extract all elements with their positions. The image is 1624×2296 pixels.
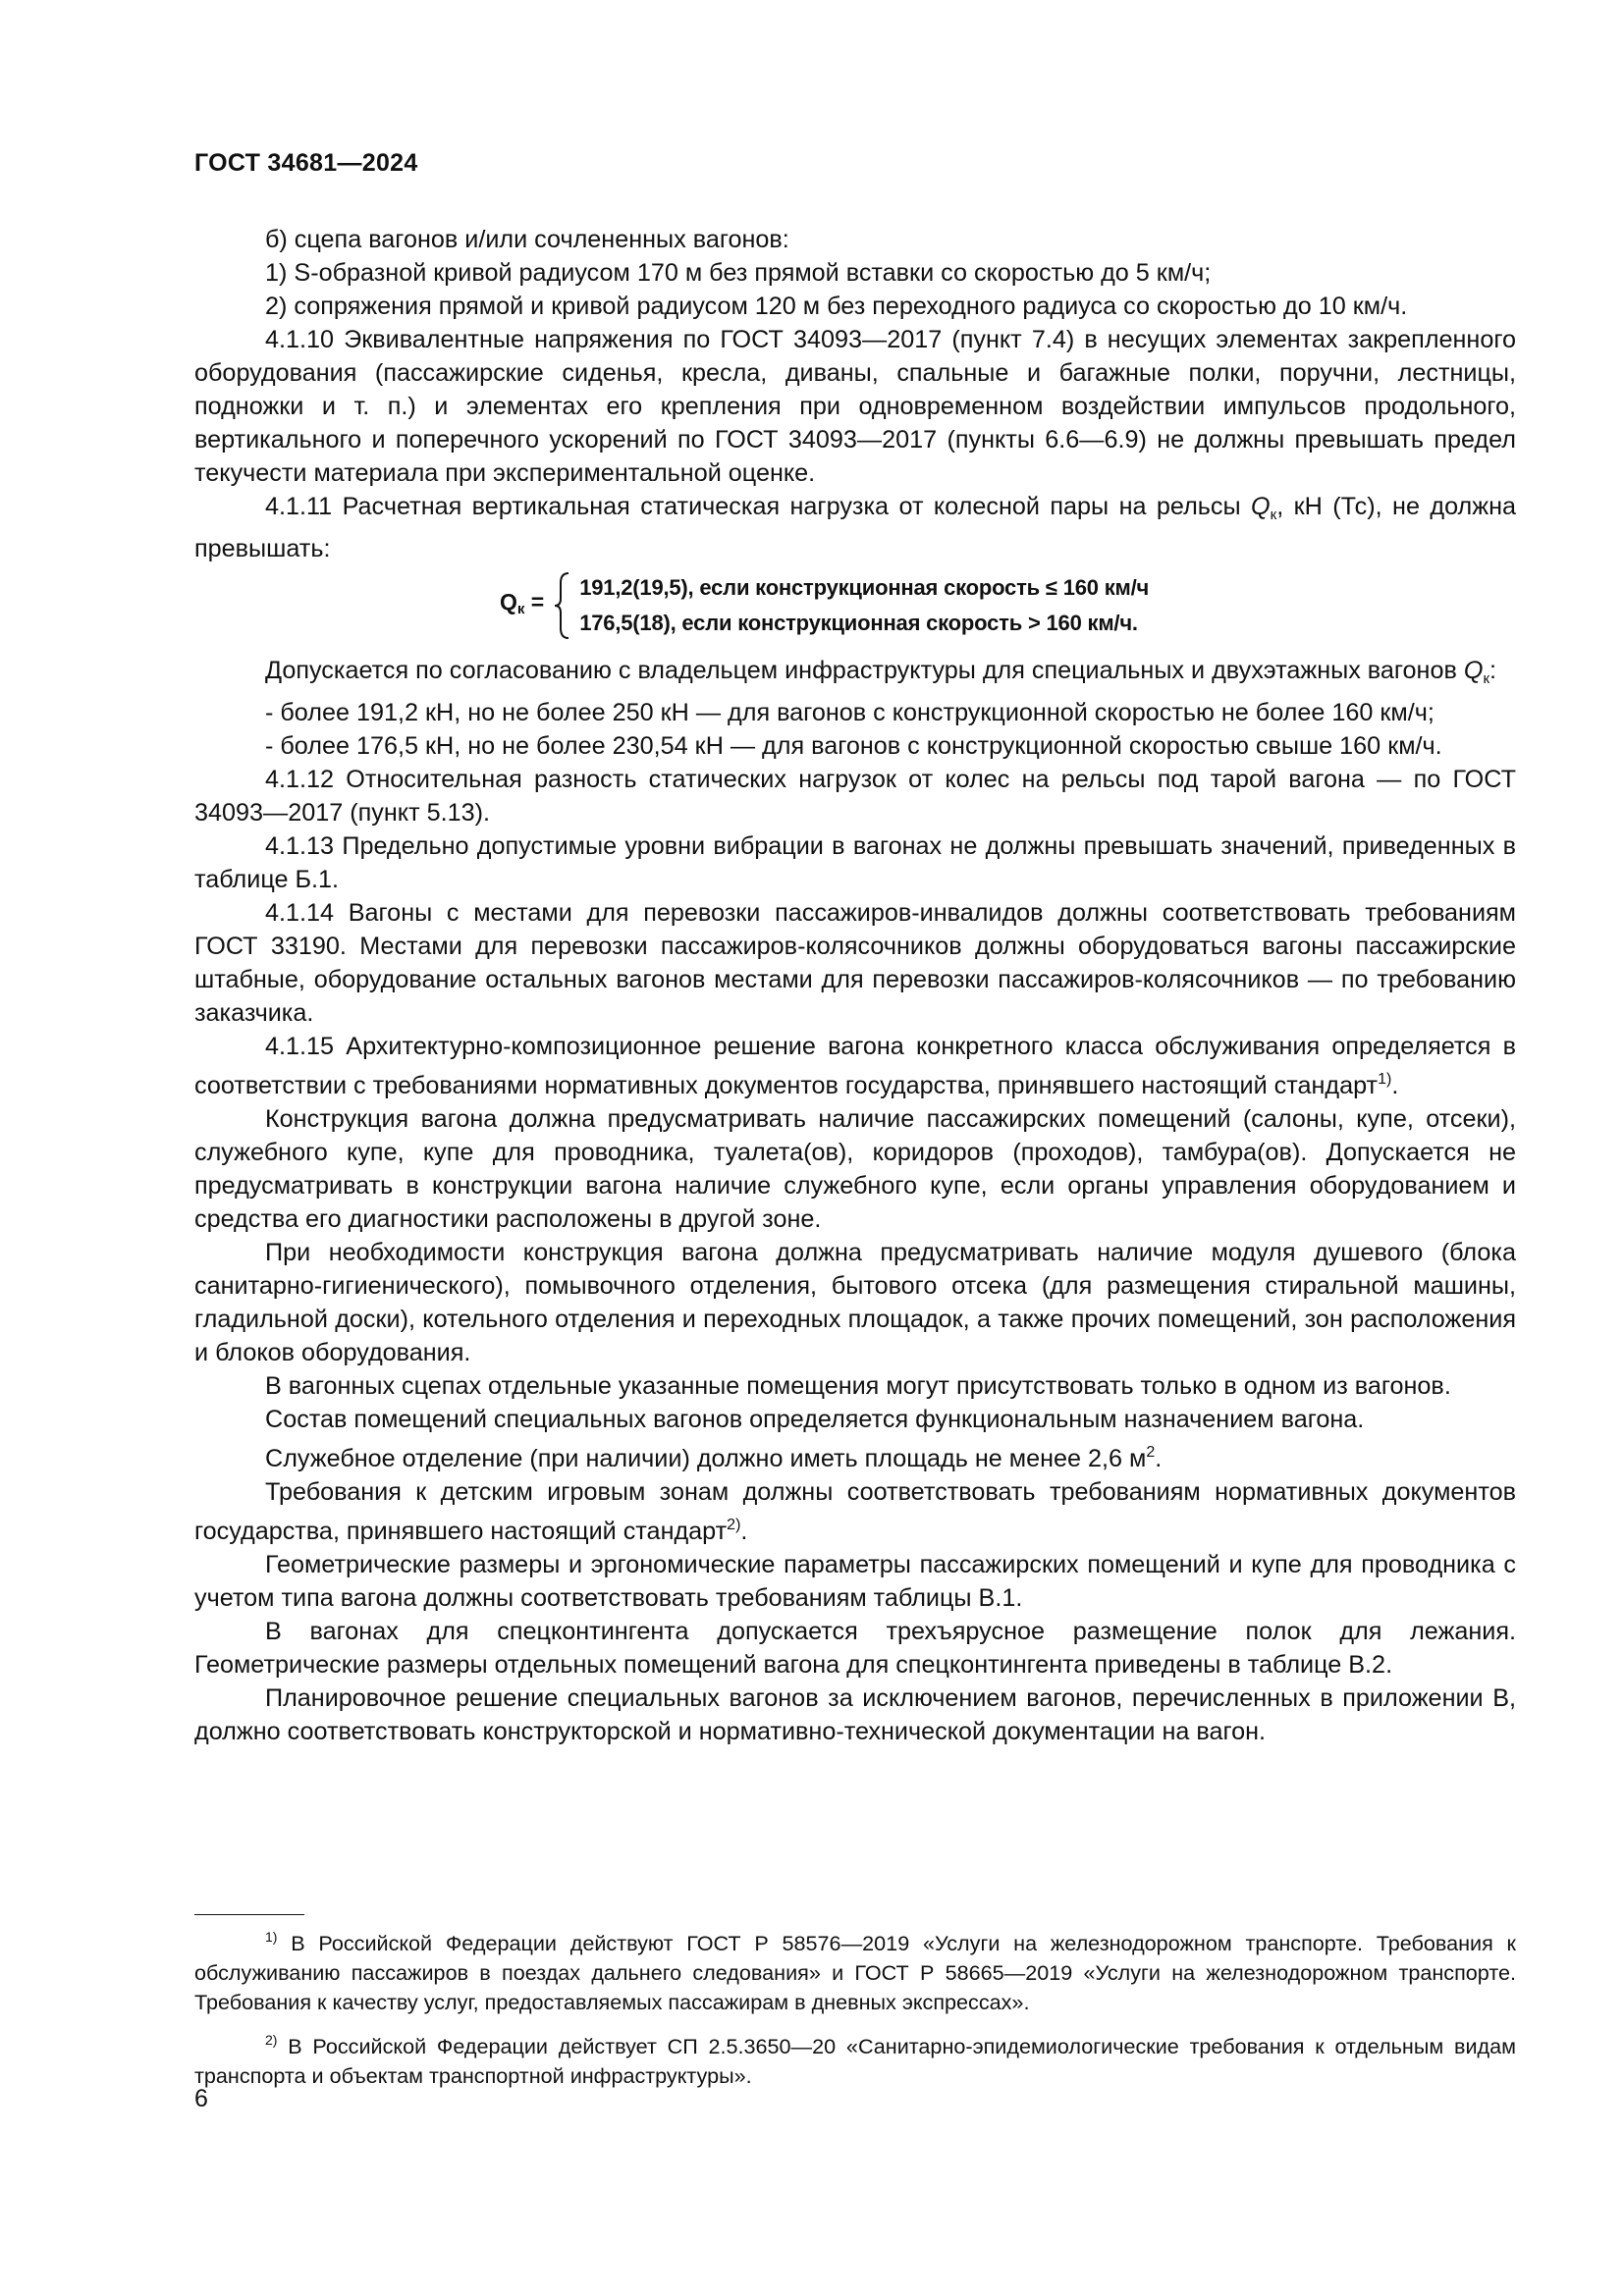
paragraph-4-1-12: 4.1.12 Относительная разность статических нагрузок от колес на рельсы под тарой вагона — по ГОСТ 34093—2017 (пункт 5.13). — [194, 766, 1516, 827]
paragraph-4-1-13: 4.1.13 Предельно допустимые уровни вибрации в вагонах не должны превышать значений, приведенных в таблице Б.1. — [194, 832, 1516, 893]
symbol-subscript-k: к — [1483, 670, 1490, 687]
paragraph — [194, 1475, 1516, 1548]
paragraph: - более 191,2 кН, но не более 250 кН — для вагонов с конструкционной скоростью не более 160 км/ч; — [265, 699, 1435, 726]
paragraph-exception — [194, 654, 1516, 696]
footnote-ref-1: 1) — [1378, 1071, 1392, 1088]
text-fragment: 4.1.11 Расчетная вертикальная статическая нагрузка от колесной пары на рельсы — [265, 493, 1252, 520]
paragraph: Планировочное решение специальных вагонов за исключением вагонов, перечисленных в приложении В, должно соответствовать конструкторской и нормативно-технической документации на вагон. — [194, 1684, 1516, 1745]
paragraph: б) сцепа вагонов и/или сочлененных вагонов: — [265, 226, 789, 253]
text-fragment: , кН (Тс), не должна превышать: — [194, 493, 1516, 562]
text-fragment: 4.1.15 Архитектурно-композиционное решение вагона конкретного класса обслуживания определяется в соответствии с требованиями нормативных документов государства, принявшего настоящий стандарт — [194, 1033, 1516, 1099]
paragraph — [194, 1436, 1516, 1475]
paragraph: 2) сопряжения прямой и кривой радиусом 120 м без переходного радиуса со скоростью до 10 км/ч. — [265, 293, 1408, 320]
page-number: 6 — [194, 2085, 208, 2112]
symbol-subscript-k: к — [1270, 507, 1277, 523]
text-fragment: : — [1489, 657, 1497, 684]
standard-header: ГОСТ 34681—2024 — [194, 149, 418, 177]
formula-q: Q — [500, 589, 517, 614]
footnotes — [194, 1922, 1516, 2099]
paragraph: - более 176,5 кН, но не более 230,54 кН — для вагонов с конструкционной скоростью свыше 160 км/ч. — [265, 732, 1442, 760]
footnote-mark-1: 1) — [265, 1929, 278, 1945]
footnote-2 — [194, 2025, 1516, 2091]
paragraph: Геометрические размеры и эргономические параметры пассажирских помещений и купе для проводника с учетом типа вагона должны соответствовать требованиям таблицы В.1. — [194, 1551, 1516, 1612]
body-text — [194, 223, 1516, 1748]
formula-subscript-k: к — [516, 601, 525, 617]
text-fragment: Требования к детским игровым зонам должны соответствовать требованиям нормативных документов государства, принявшего настоящий стандарт — [194, 1478, 1516, 1545]
text-fragment: . — [1155, 1445, 1163, 1472]
symbol-q: Q — [1251, 493, 1271, 520]
formula-lhs — [500, 585, 544, 626]
footnote-text-2: В Российской Федерации действует СП 2.5.3650—20 «Санитарно-эпидемиологические требования к отдельным видам транспорта и объектам транспортной инфраструктуры». — [194, 2034, 1516, 2088]
paragraph-4-1-14: 4.1.14 Вагоны с местами для перевозки пассажиров-инвалидов должны соответствовать требованиям ГОСТ 33190. Местами для перевозки пассажиров-колясочников должны оборудоваться вагоны пассажирские штабные, оборудование остальных вагонов местами для перевозки пассажиров-колясочников — по требованию заказчика. — [194, 899, 1516, 1027]
superscript-2: 2 — [1146, 1444, 1156, 1461]
paragraph: Состав помещений специальных вагонов определяется функциональным назначением вагона. — [265, 1406, 1365, 1433]
paragraph-4-1-10: 4.1.10 Эквивалентные напряжения по ГОСТ 34093—2017 (пункт 7.4) в несущих элементах закрепленного оборудования (пассажирские сиденья, кресла, диваны, спальные и багажные полки, поручни, лестницы, подножки и т. п.) и элементах его крепления при одновременном воздействии импульсов продольного, вертикального и поперечного ускорений по ГОСТ 34093—2017 (пункты 6.6—6.9) не должны превышать предел текучести материала при экспериментальной оценке. — [194, 326, 1516, 487]
paragraph: 1) S-образной кривой радиусом 170 м без прямой вставки со скоростью до 5 км/ч; — [265, 259, 1212, 287]
footnote-ref-2: 2) — [727, 1517, 741, 1533]
paragraph: При необходимости конструкция вагона должна предусматривать наличие модуля душевого (блока санитарно-гигиенического), помывочного отделения, бытового отсека (для размещения стиральной машины, гладильной доски), котельного отделения и переходных площадок, а также прочих помещений, зон расположения и блоков оборудования. — [194, 1239, 1516, 1366]
formula-case-2: 176,5(18), если конструкционная скорость > 160 км/ч. — [579, 611, 1138, 635]
paragraph-4-1-11 — [194, 490, 1516, 565]
footnote-1 — [194, 1922, 1516, 2017]
footnote-mark-2: 2) — [265, 2032, 278, 2048]
footnote-divider — [194, 1914, 304, 1915]
paragraph: В вагонах для спецконтингента допускается трехъярусное размещение полок для лежания. Геометрические размеры отдельных помещений вагона для спецконтингента приведены в таблице В.2. — [194, 1618, 1516, 1679]
text-fragment: Служебное отделение (при наличии) должно иметь площадь не менее 2,6 м — [265, 1445, 1147, 1472]
curly-brace-icon — [552, 571, 571, 640]
text-fragment: . — [1391, 1072, 1399, 1099]
text-fragment: . — [740, 1518, 748, 1545]
load-formula — [500, 567, 1516, 644]
formula-equals: = — [530, 589, 545, 614]
paragraph-4-1-15 — [194, 1030, 1516, 1102]
paragraph: Конструкция вагона должна предусматривать наличие пассажирских помещений (салоны, купе, отсеки), служебного купе, купе для проводника, туалета(ов), коридоров (проходов), тамбура(ов). Допускается не предусматривать в конструкции вагона наличие служебного купе, если органы управления оборудованием и средства его диагностики расположены в другой зоне. — [194, 1105, 1516, 1233]
formula-case-1: 191,2(19,5), если конструкционная скорость ≤ 160 км/ч — [579, 575, 1150, 600]
symbol-q: Q — [1463, 657, 1484, 684]
text-fragment: Допускается по согласованию с владельцем инфраструктуры для специальных и двухэтажных вагонов — [265, 657, 1464, 684]
formula-cases — [579, 571, 1149, 640]
footnote-text-1: В Российской Федерации действуют ГОСТ Р 58576—2019 «Услуги на железнодорожном транспорте. Требования к обслуживанию пассажиров в поездах дальнего следования» и ГОСТ Р 58665—2019 «Услуги на железнодорожном транспорте. Требования к качеству услуг, предоставляемых пассажирам в дневных экспрессах». — [194, 1931, 1516, 2014]
paragraph: В вагонных сцепах отдельные указанные помещения могут присутствовать только в одном из вагонов. — [265, 1372, 1451, 1400]
